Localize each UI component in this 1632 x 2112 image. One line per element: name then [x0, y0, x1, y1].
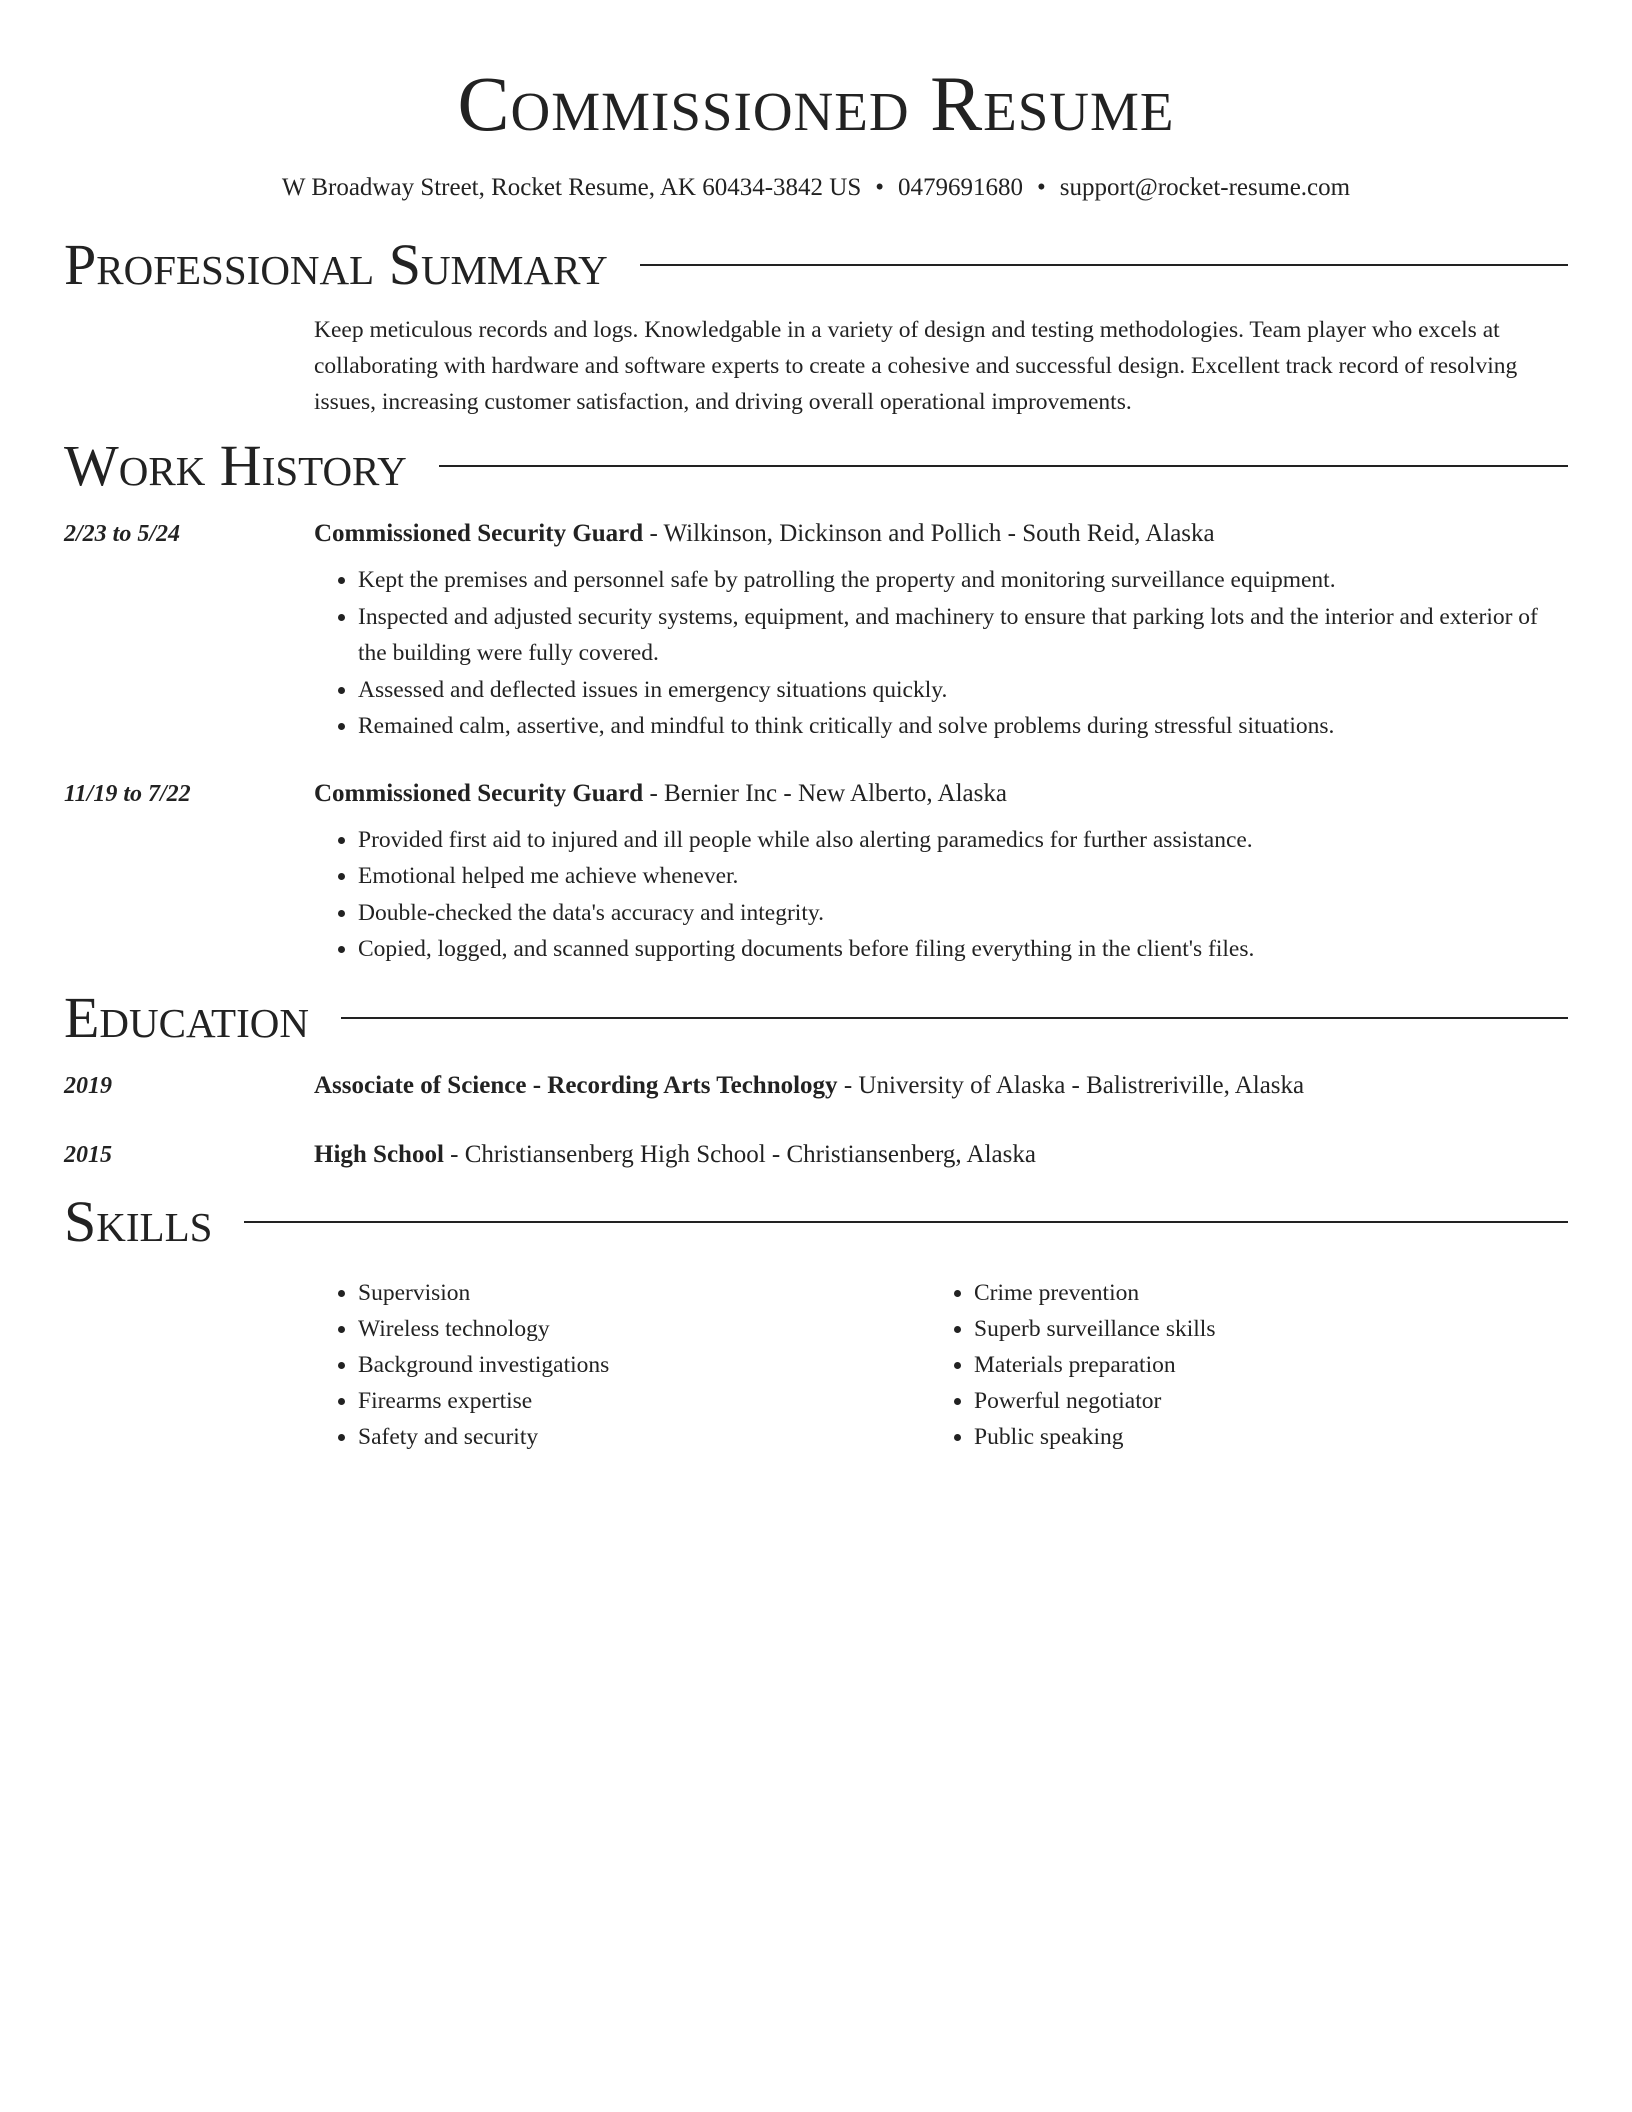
education-title: Education: [64, 984, 309, 1050]
contact-phone: 0479691680: [898, 174, 1024, 201]
skill-item: • Background investigations: [358, 1347, 930, 1383]
job-bullets: [314, 562, 1568, 745]
job-role: Commissioned Security Guard: [314, 779, 644, 807]
job-bullet: • Remained calm, assertive, and mindful to think critically and solve problems during stressful situations.: [358, 708, 1568, 745]
section-divider: [244, 1221, 1568, 1223]
summary-section-heading: [64, 233, 1568, 297]
skill-item: • Public speaking: [974, 1419, 1215, 1455]
job-dates: 11/19 to 7/22: [64, 780, 191, 807]
contact-separator: •: [875, 174, 885, 201]
skill-item: • Firearms expertise: [358, 1383, 930, 1419]
education-entry: [64, 1139, 1568, 1171]
contact-line: [64, 172, 1568, 204]
skill-item: • Powerful negotiator: [974, 1383, 1215, 1419]
job-employer: - Bernier Inc - New Alberto, Alaska: [643, 779, 1007, 807]
job-entry: [64, 778, 1568, 968]
job-bullet: • Assessed and deflected issues in emergency situations quickly.: [358, 672, 1568, 709]
skill-item: • Wireless technology: [358, 1311, 930, 1347]
job-header: [64, 518, 1568, 550]
job-title-line: [314, 518, 1568, 550]
education-section-heading: [64, 986, 1568, 1050]
skills-column-right: [930, 1275, 1215, 1455]
skills-title: Skills: [64, 1188, 213, 1254]
skill-item: • Materials preparation: [974, 1347, 1215, 1383]
section-divider: [640, 264, 1568, 266]
skills-column-left: [314, 1275, 930, 1455]
job-title-line: [314, 778, 1568, 810]
education-school: - University of Alaska - Balistreriville, Alaska: [837, 1071, 1305, 1099]
education-details: [314, 1139, 1568, 1171]
education-school: - Christiansenberg High School - Christiansenberg, Alaska: [443, 1140, 1036, 1168]
skills-section-heading: [64, 1190, 1568, 1254]
job-role: Commissioned Security Guard: [314, 520, 644, 547]
job-entry: [64, 518, 1568, 745]
education-year: 2019: [64, 1072, 112, 1099]
contact-separator: •: [1037, 174, 1046, 201]
summary-text: Keep meticulous records and logs. Knowledgable in a variety of design and testing methodologies. Team player who excels at collaborating with hardware and software experts to create a cohesive and successful design. Excellent track record of resolving issues, increasing customer satisfaction, and driving overall operational improvements.: [314, 317, 1518, 415]
skill-item: • Superb surveillance skills: [974, 1311, 1215, 1347]
job-bullet: • Emotional helped me achieve whenever.: [358, 858, 1568, 895]
job-bullet: • Kept the premises and personnel safe by patrolling the property and monitoring surveillance equipment.: [358, 562, 1568, 599]
job-bullets: [314, 822, 1568, 968]
job-bullets-container: [314, 822, 1568, 968]
education-entry: [64, 1070, 1568, 1102]
section-divider: [439, 465, 1568, 467]
resume-name: Commissioned Resume: [457, 60, 1175, 147]
job-employer: - Wilkinson, Dickinson and Pollich - South Reid, Alaska: [643, 520, 1215, 547]
job-bullets-container: [314, 562, 1568, 745]
skill-item: • Crime prevention: [974, 1275, 1215, 1311]
education-degree: High School: [314, 1140, 444, 1168]
job-bullet: • Provided first aid to injured and ill people while also alerting paramedics for further assistance.: [358, 822, 1568, 859]
resume-page: [64, 0, 1568, 1455]
work-title: Work History: [64, 433, 407, 498]
contact-email: support@rocket-resume.com: [1059, 174, 1351, 201]
work-section-heading: [64, 434, 1568, 498]
job-bullet: • Inspected and adjusted security systems, equipment, and machinery to ensure that parking lots and the interior and exterior of the building were fully covered.: [358, 599, 1568, 672]
education-degree: Associate of Science - Recording Arts Technology: [314, 1071, 838, 1099]
job-bullet: • Double-checked the data's accuracy and integrity.: [358, 895, 1568, 932]
education-details: [314, 1070, 1568, 1102]
skill-item: • Supervision: [358, 1275, 930, 1311]
job-bullet: • Copied, logged, and scanned supporting documents before filing everything in the client's files.: [358, 931, 1568, 968]
section-divider: [341, 1017, 1568, 1019]
contact-address: W Broadway Street, Rocket Resume, AK 60434-3842 US: [281, 174, 862, 201]
skills-list: [314, 1275, 1568, 1455]
job-header: [64, 778, 1568, 810]
job-dates: 2/23 to 5/24: [64, 521, 181, 547]
education-year: 2015: [64, 1141, 112, 1168]
skill-item: • Safety and security: [358, 1419, 930, 1455]
summary-title: Professional Summary: [64, 232, 608, 297]
